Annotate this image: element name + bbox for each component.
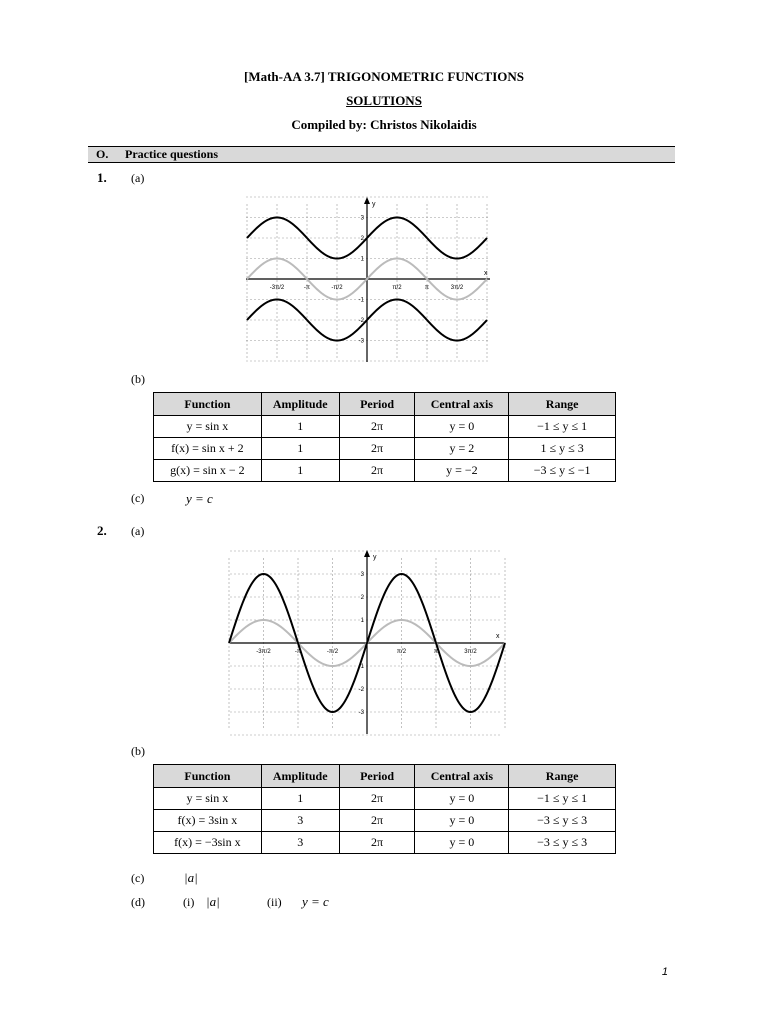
section-title: Practice questions [125,147,218,161]
q2-part-d-ii-answer: y = c [302,894,329,909]
question-1-number: 1. [97,170,107,185]
q1-function-table [153,392,616,482]
x-tick-label: -π [303,285,311,291]
q1-graph [240,196,492,366]
y-tick-label: 1 [360,256,364,263]
y-tick-label: 2 [360,595,364,601]
cell-function: y = sin x [154,788,262,810]
cell-amplitude: 1 [261,460,339,482]
cell-range: −3 ≤ y ≤ 3 [509,832,616,854]
cell-central-axis: y = 2 [415,438,509,460]
y-tick-label: 1 [360,618,364,624]
table-row [154,416,616,438]
q2-part-d-label: (d) [131,895,145,909]
x-tick-label: π/2 [396,649,407,655]
cell-function: g(x) = sin x − 2 [154,460,262,482]
header-central-axis: Central axis [415,765,509,788]
x-tick-label: 3π/2 [450,285,464,291]
header-amplitude: Amplitude [261,765,339,788]
q1-y-arrow [364,197,370,204]
table-row [154,788,616,810]
table-row [154,438,616,460]
q1-part-c-label: (c) [131,491,145,505]
q1-part-c-answer: y = c [186,491,213,506]
q1-part-a-label: (a) [131,171,145,185]
q2-part-d-i-answer: |a| [206,894,220,909]
cell-central-axis: y = 0 [415,416,509,438]
x-tick-label: -π [294,649,302,655]
cell-central-axis: y = −2 [415,460,509,482]
cell-period: 2π [339,832,415,854]
page-subtitle: SOLUTIONS [346,93,422,108]
y-tick-label: -2 [358,687,364,693]
q1-y-axis-label: y [372,201,376,208]
x-tick-label: -π/2 [326,649,339,655]
cell-period: 2π [339,438,415,460]
q2-part-d-i-label: (i) [183,895,195,909]
x-tick-label: -π/2 [331,285,343,291]
q2-y-axis-label: y [373,554,377,561]
y-tick-label: 3 [360,215,364,222]
y-tick-label: 2 [360,236,364,242]
header-period: Period [339,765,415,788]
section-header [88,146,675,163]
cell-amplitude: 3 [261,810,339,832]
author-line: Compiled by: Christos Nikolaidis [291,117,477,132]
section-number: O. [96,147,109,161]
cell-period: 2π [339,460,415,482]
cell-central-axis: y = 0 [415,832,509,854]
table-header-row [154,393,616,416]
y-tick-label: -3 [358,338,364,345]
cell-range: −1 ≤ y ≤ 1 [509,788,616,810]
cell-central-axis: y = 0 [415,788,509,810]
table-row [154,832,616,854]
cell-function: f(x) = 3sin x [154,810,262,832]
y-tick-label: -1 [358,297,364,304]
header-range: Range [509,393,616,416]
x-tick-label: -3π/2 [269,285,285,291]
y-tick-label: 3 [360,572,364,578]
header-function: Function [154,765,262,788]
table-row [154,460,616,482]
q2-graph [226,548,508,736]
q2-part-d-ii-label: (ii) [267,895,282,909]
cell-function: y = sin x [154,416,262,438]
page-number: 1 [661,966,668,978]
cell-amplitude: 1 [261,438,339,460]
q1-x-axis-label: x [484,270,488,277]
q1-part-b-label: (b) [131,372,145,386]
x-tick-label: π [424,285,430,291]
q2-y-arrow [364,550,370,557]
q2-function-table [153,764,616,854]
q2-part-c-label: (c) [131,871,145,885]
q2-part-c-answer: |a| [184,870,198,885]
cell-range: −3 ≤ y ≤ 3 [509,810,616,832]
cell-period: 2π [339,416,415,438]
header-function: Function [154,393,262,416]
header-period: Period [339,393,415,416]
page-title: [Math-AA 3.7] TRIGONOMETRIC FUNCTIONS [244,69,524,84]
header-range: Range [509,765,616,788]
cell-function: f(x) = sin x + 2 [154,438,262,460]
cell-amplitude: 1 [261,416,339,438]
question-2-number: 2. [97,523,107,538]
q2-part-b-label: (b) [131,744,145,758]
table-header-row [154,765,616,788]
cell-period: 2π [339,788,415,810]
q2-x-axis-label: x [496,633,500,640]
header-central-axis: Central axis [415,393,509,416]
table-row [154,810,616,832]
x-tick-label: π [433,649,439,655]
y-tick-label: -1 [358,664,364,670]
x-tick-label: π/2 [392,285,402,291]
x-tick-label: 3π/2 [464,649,477,655]
cell-period: 2π [339,810,415,832]
x-tick-label: -3π/2 [256,649,271,655]
y-tick-label: -2 [358,318,364,324]
cell-function: f(x) = −3sin x [154,832,262,854]
cell-range: −3 ≤ y ≤ −1 [509,460,616,482]
y-tick-label: -3 [358,710,364,716]
cell-range: 1 ≤ y ≤ 3 [509,438,616,460]
cell-amplitude: 3 [261,832,339,854]
q2-part-a-label: (a) [131,524,145,538]
q2-y-tick-labels [359,572,365,716]
cell-range: −1 ≤ y ≤ 1 [509,416,616,438]
header-amplitude: Amplitude [261,393,339,416]
cell-central-axis: y = 0 [415,810,509,832]
cell-amplitude: 1 [261,788,339,810]
